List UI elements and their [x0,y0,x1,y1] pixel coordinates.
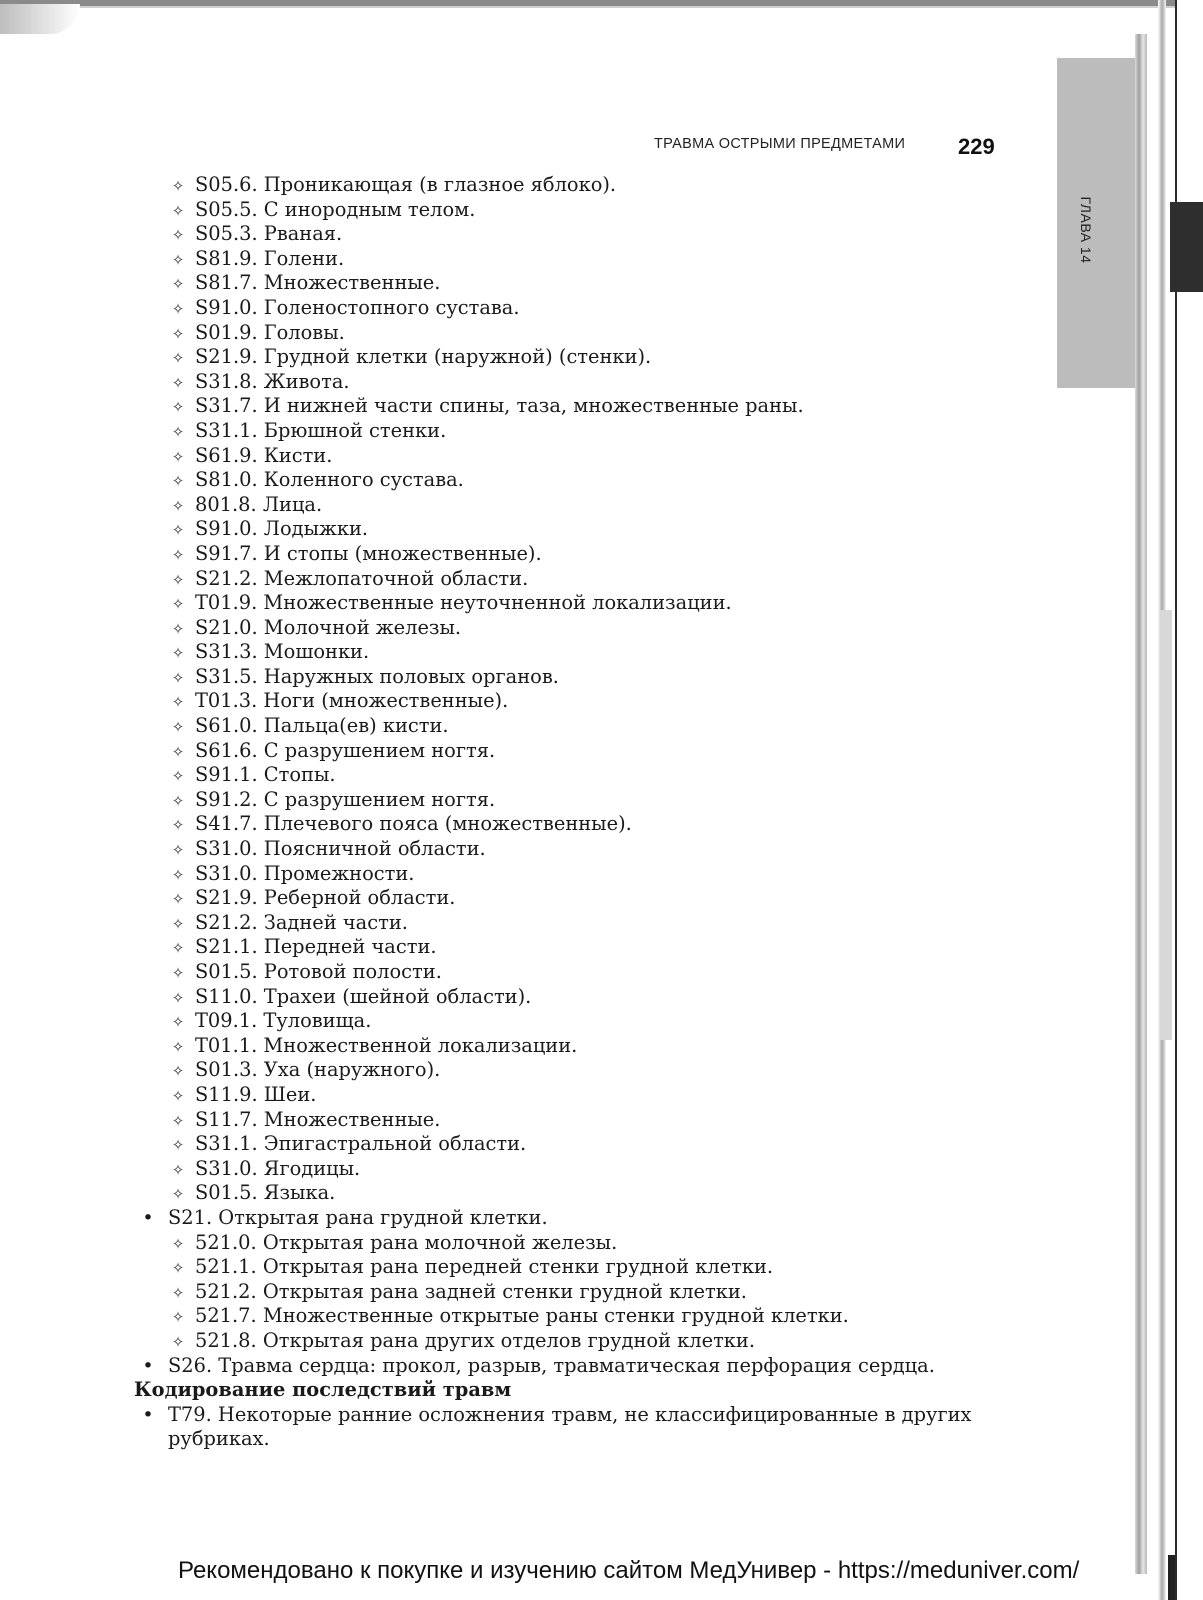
diamond-bullet-icon: ✧ [171,201,185,220]
sub-list-item-label: 801.8. Лица. [195,492,323,516]
sub-list-item [130,886,1030,911]
sub-list-item-label: S91.7. И стопы (множественные). [195,541,542,565]
diamond-bullet-icon: ✧ [171,1111,185,1130]
sub-list-item [130,198,1030,223]
sub-list-item [130,591,1030,616]
sub-list-item [130,1181,1030,1206]
sub-list-item [130,960,1030,985]
sub-list-item-label: S21.0. Молочной железы. [195,615,462,639]
diamond-bullet-icon: ✧ [171,1160,185,1179]
sub-list-item-label: S31.7. И нижней части спины, таза, множественные раны. [195,394,804,418]
sub-list-item [130,788,1030,813]
sub-list-item-label: T01.1. Множественной локализации. [195,1033,578,1057]
diamond-bullet-icon: ✧ [171,1308,185,1327]
sub-list-item [130,1231,1030,1256]
sub-list-item-label: S05.5. С инородным телом. [195,197,476,221]
scan-smudge [0,4,80,34]
sub-list-item [130,1009,1030,1034]
sub-list-item-label: S21.9. Грудной клетки (наружной) (стенки). [195,345,652,369]
list-item-label: S21. Открытая рана грудной клетки. [168,1205,548,1229]
diamond-bullet-icon: ✧ [171,619,185,638]
sub-list-item [130,394,1030,419]
diamond-bullet-icon: ✧ [171,447,185,466]
diamond-bullet-icon: ✧ [171,964,185,982]
footer-watermark: Рекомендовано к покупке и изучению сайтом МедУнивер - https://meduniver.com/ [178,1557,1080,1584]
diamond-bullet-icon: ✧ [171,1259,185,1278]
sub-list-item-label: S01.5. Языка. [195,1181,336,1205]
sub-list-item-label: S61.0. Пальца(ев) кисти. [195,714,449,738]
diamond-bullet-icon: ✧ [171,1062,185,1081]
sub-list-item-label: S31.0. Промежности. [195,861,415,885]
sub-list-item [130,1304,1030,1329]
sub-list-item [130,1083,1030,1108]
diamond-bullet-icon: ✧ [171,718,185,737]
diamond-bullet-icon: ✧ [171,1234,185,1253]
diamond-bullet-icon: ✧ [171,816,185,835]
list-item-t79 [130,1403,1048,1452]
sub-list-item [130,640,1030,665]
sub-list-item [130,862,1030,887]
sub-list-item [130,468,1030,493]
sub-list-item [130,665,1030,690]
sub-list-item-label: S31.5. Наружных половых органов. [195,664,559,688]
bullet-icon: • [142,1206,154,1229]
sub-list-item-label: S81.9. Голени. [195,246,345,270]
diamond-bullet-icon: ✧ [171,595,185,614]
sub-list-item [130,247,1030,272]
diamond-bullet-icon: ✧ [171,349,185,368]
sub-list-item-label: S01.5. Ротовой полости. [195,960,442,983]
sub-list-item-label: S31.3. Мошонки. [195,640,370,664]
sub-list-item [130,444,1030,469]
diamond-bullet-icon: ✧ [171,1013,185,1032]
sub-list-item-label: 521.7. Множественные открытые раны стенки грудной клетки. [195,1304,849,1328]
list-item-label: S26. Травма сердца: прокол, разрыв, травматическая перфорация сердца. [168,1353,935,1377]
sub-list-item-label: 521.0. Открытая рана молочной железы. [195,1230,618,1254]
sub-list-item [130,714,1030,739]
sub-list-item [130,812,1030,837]
sub-list-item [130,1058,1030,1083]
sub-list-item [130,911,1030,936]
diamond-bullet-icon: ✧ [171,545,185,564]
diamond-bullet-icon: ✧ [171,472,185,491]
diamond-bullet-icon: ✧ [171,299,185,318]
sub-list-item-label: 521.8. Открытая рана других отделов грудной клетки. [195,1328,756,1352]
sub-list-item [130,1108,1030,1133]
sub-list-item-label: S11.9. Шеи. [195,1082,317,1106]
sub-list-item [130,345,1030,370]
sub-list-item-label: S61.9. Кисти. [195,443,333,467]
diamond-bullet-icon: ✧ [171,275,185,294]
sub-list-item-label: S91.0. Голеностопного сустава. [195,295,520,319]
sub-list-item [130,763,1030,788]
page-number: 229 [958,134,995,159]
list-item-s21 [130,1206,1030,1231]
sub-list-item [130,222,1030,247]
sub-list-item [130,567,1030,592]
section-heading: Кодирование последствий травм [134,1378,512,1402]
sub-list-item-label: S21.1. Передней части. [195,935,437,959]
sub-list-item [130,837,1030,862]
diamond-bullet-icon: ✧ [171,693,185,712]
sub-list-item-label: S31.1. Эпигастральной области. [195,1132,527,1156]
sub-list-item [130,419,1030,444]
diamond-bullet-icon: ✧ [171,841,185,860]
running-head: ТРАВМА ОСТРЫМИ ПРЕДМЕТАМИ [654,136,906,152]
sub-list-item-label: S91.2. С разрушением ногтя. [195,787,496,811]
diamond-bullet-icon: ✧ [171,791,185,810]
diamond-bullet-icon: ✧ [171,226,185,245]
diamond-bullet-icon: ✧ [171,1185,185,1204]
sub-list-item [130,517,1030,542]
diamond-bullet-icon: ✧ [171,177,185,195]
list-item-label: T79. Некоторые ранние осложнения травм, не классифицированные в других рубриках. [168,1402,972,1451]
diamond-bullet-icon: ✧ [171,865,185,884]
sub-list-item [130,1280,1030,1305]
sub-list-item [130,616,1030,641]
diamond-bullet-icon: ✧ [171,422,185,441]
scan-bottom-mark [1168,1555,1175,1600]
sub-list-item [130,542,1030,567]
sub-list-item [130,173,1030,198]
diamond-bullet-icon: ✧ [171,496,185,515]
diamond-bullet-icon: ✧ [171,914,185,933]
sub-list-item-label: S91.1. Стопы. [195,763,336,787]
sub-list-item-label: S61.6. С разрушением ногтя. [195,738,496,762]
sub-list-item [130,321,1030,346]
sub-list-item-label: 521.1. Открытая рана передней стенки грудной клетки. [195,1255,774,1279]
diamond-bullet-icon: ✧ [171,1332,185,1351]
diamond-bullet-icon: ✧ [171,742,185,761]
sub-list-item [130,1255,1030,1280]
sub-list-item [130,1034,1030,1059]
sub-list-item-label: S05.6. Проникающая (в глазное яблоко). [195,173,617,196]
diamond-bullet-icon: ✧ [171,767,185,786]
s21-sub-list [130,1231,1030,1354]
sub-list-item-label: S81.7. Множественные. [195,271,441,295]
sub-list-item-label: S01.9. Головы. [195,320,345,344]
diamond-bullet-icon: ✧ [171,988,185,1007]
diamond-bullet-icon: ✧ [171,1136,185,1155]
sub-list-item-label: S31.0. Ягодицы. [195,1156,361,1180]
sub-list-item [130,935,1030,960]
diamond-bullet-icon: ✧ [171,250,185,269]
sub-list-item [130,296,1030,321]
sub-list-item-label: S21.2. Межлопаточной области. [195,566,529,590]
sub-list-item-label: T01.3. Ноги (множественные). [195,689,509,713]
edge-strip [1160,610,1172,1040]
diamond-bullet-icon: ✧ [171,644,185,663]
sub-list-item [130,1157,1030,1182]
sub-list-item-label: S01.3. Уха (наружного). [195,1058,441,1082]
sub-list-item-label: S11.0. Трахеи (шейной области). [195,984,532,1008]
sub-list-item-label: S31.0. Поясничной области. [195,837,486,861]
diamond-bullet-icon: ✧ [171,570,185,589]
chapter-tab [1057,58,1141,388]
sub-list-item-label: T09.1. Туловища. [195,1009,372,1033]
chapter-tab-label: ГЛАВА 14 [1078,196,1094,264]
sub-item-list [130,173,1030,1206]
page-body [130,173,1030,1452]
sub-list-item [130,1329,1030,1354]
diamond-bullet-icon: ✧ [171,1037,185,1056]
sub-list-item-label: 521.2. Открытая рана задней стенки грудной клетки. [195,1279,747,1303]
diamond-bullet-icon: ✧ [171,668,185,687]
sub-list-item [130,1132,1030,1157]
diamond-bullet-icon: ✧ [171,398,185,417]
diamond-bullet-icon: ✧ [171,324,185,343]
sub-list-item [130,739,1030,764]
sub-list-item-label: S31.8. Живота. [195,369,350,393]
sub-list-item-label: S41.7. Плечевого пояса (множественные). [195,812,632,836]
sub-list-item [130,493,1030,518]
diamond-bullet-icon: ✧ [171,373,185,392]
sub-list-item [130,985,1030,1010]
scan-top-edge-shadow [0,6,1180,8]
sub-list-item-label: S91.0. Лодыжки. [195,517,369,541]
sub-list-item-label: T01.9. Множественные неуточненной локализации. [195,591,732,615]
bullet-icon: • [142,1354,154,1377]
bullet-icon: • [142,1403,154,1426]
sub-list-item-label: S21.2. Задней части. [195,910,408,934]
chapter-thumb-marker [1170,202,1203,292]
page-edge [1135,34,1147,1574]
sub-list-item-label: S05.3. Рваная. [195,222,343,246]
sub-list-item [130,370,1030,395]
diamond-bullet-icon: ✧ [171,1086,185,1105]
sub-list-item [130,689,1030,714]
sub-list-item-label: S21.9. Реберной области. [195,886,456,910]
sub-list-item-label: S81.0. Коленного сустава. [195,468,464,492]
sub-list-item-label: S31.1. Брюшной стенки. [195,418,447,442]
diamond-bullet-icon: ✧ [171,939,185,958]
sub-list-item [130,271,1030,296]
sub-list-item-label: S11.7. Множественные. [195,1107,441,1131]
diamond-bullet-icon: ✧ [171,521,185,540]
list-item-s26 [130,1354,1030,1379]
diamond-bullet-icon: ✧ [171,1283,185,1302]
diamond-bullet-icon: ✧ [171,890,185,909]
